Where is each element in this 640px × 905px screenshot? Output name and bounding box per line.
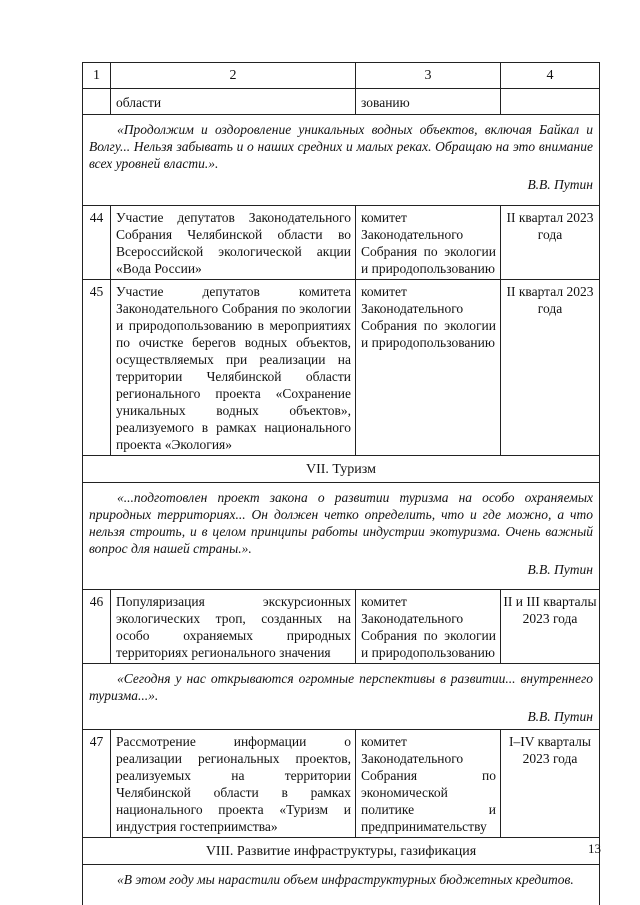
section-title: VII. Туризм — [83, 456, 600, 483]
plan-table — [82, 62, 600, 905]
table-row-45 — [83, 280, 600, 456]
quote-text: «В этом году мы нарастили объем инфраструктурных бюджетных кредитов. — [117, 872, 574, 887]
row-number: 44 — [83, 206, 111, 280]
row-number: 46 — [83, 590, 111, 664]
document-page — [82, 62, 599, 905]
quote-text: «...подготовлен проект закона о развитии туризма на особо охраняемых природных территориях... Он должен четко определить, что и где можно, а что нельзя строить, и в целом принципы работы индустрии экотуризма. Очень важный вопрос для нашей страны.». — [89, 490, 593, 556]
quote-author: В.В. Путин — [527, 709, 593, 724]
row-committee: комитет Законодательного Собрания по экологии и природопользованию — [356, 280, 501, 456]
row-text: Рассмотрение информации о реализации региональных проектов, реализуемых на территории Челябинской области в рамках национального проекта «Туризм и индустрия гостеприимства» — [111, 730, 356, 838]
row-text: Популяризация экскурсионных экологических троп, созданных на особо охраняемых природных территориях регионального значения — [111, 590, 356, 664]
page-number: 13 — [588, 841, 601, 856]
row-text: Участие депутатов комитета Законодательного Собрания по экологии и природопользованию в мероприятиях по очистке берегов водных объектов, осуществляемых при реализации на территории Челябинской области регионального проекта «Сохранение уникальных водных объектов», реализуемого в рамках национального проекта «Экология» — [111, 280, 356, 456]
header-col-3: 3 — [356, 63, 501, 89]
header-col-2: 2 — [111, 63, 356, 89]
continuation-text: области — [111, 89, 356, 115]
row-committee: комитет Законодательного Собрания по экономической политике и предпринимательству — [356, 730, 501, 838]
quote-text: «Сегодня у нас открываются огромные перспективы в развитии... внутреннего туризма...». — [89, 671, 593, 703]
quote-row-2 — [83, 483, 600, 590]
row-number: 45 — [83, 280, 111, 456]
quote-row-4 — [83, 865, 600, 905]
section-row-7 — [83, 456, 600, 483]
table-row-46 — [83, 590, 600, 664]
row-committee: комитет Законодательного Собрания по экологии и природопользованию — [356, 206, 501, 280]
continuation-committee: зованию — [356, 89, 501, 115]
table-row-47 — [83, 730, 600, 838]
quote-row-3 — [83, 664, 600, 730]
table-header-row — [83, 63, 600, 89]
quote-author: В.В. Путин — [527, 562, 593, 577]
continuation-row — [83, 89, 600, 115]
section-row-8 — [83, 838, 600, 865]
table-row-44 — [83, 206, 600, 280]
row-term: I–IV кварталы 2023 года — [501, 730, 600, 838]
quote-text: «Продолжим и оздоровление уникальных водных объектов, включая Байкал и Волгу... Нельзя забывать и о наших средних и малых реках. Обращаю на это внимание всех уровней власти.». — [89, 122, 593, 171]
header-col-4: 4 — [501, 63, 600, 89]
header-col-1: 1 — [83, 63, 111, 89]
row-committee: комитет Законодательного Собрания по экологии и природопользованию — [356, 590, 501, 664]
row-number: 47 — [83, 730, 111, 838]
row-term: II квартал 2023 года — [501, 206, 600, 280]
quote-row-1 — [83, 115, 600, 206]
row-text: Участие депутатов Законодательного Собрания Челябинской области во Всероссийской экологической акции «Вода России» — [111, 206, 356, 280]
row-term: II и III кварталы 2023 года — [501, 590, 600, 664]
row-term: II квартал 2023 года — [501, 280, 600, 456]
quote-author: В.В. Путин — [527, 177, 593, 192]
section-title: VIII. Развитие инфраструктуры, газификация — [83, 838, 600, 865]
